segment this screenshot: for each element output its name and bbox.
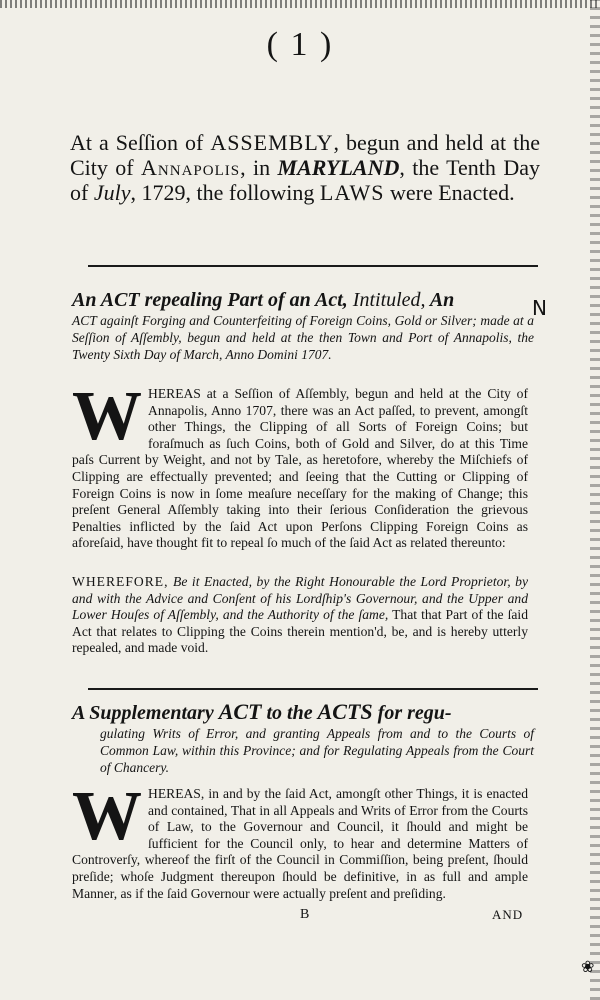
ink-blot-icon: ❀ (581, 957, 595, 976)
act1-wherefore: WHEREFORE, (72, 574, 169, 589)
act1-lead-act: ACT (100, 289, 140, 311)
title-text-1: At a Seſſion of (70, 130, 211, 155)
title-laws: LAWS (319, 180, 385, 205)
act2-lead-act: ACT (218, 699, 262, 724)
title-text-4: , the Tenth Day of (70, 155, 540, 205)
margin-annotation: N (532, 296, 547, 320)
title-assembly: ASSEMBLY (210, 130, 334, 155)
signature-mark: B (300, 907, 310, 922)
act2-lead-a: A Supplementary (72, 702, 219, 724)
title-maryland: MARYLAND (277, 155, 400, 180)
act1-enact-roman: That that Part of the ſaid Act that relates to Clipping the Coins therein mention'd, be, and is hereby utterly repealed, and made void. (72, 607, 528, 656)
act2-preamble (72, 778, 528, 902)
act2-lead-to: to the (261, 702, 318, 724)
act1-heading-continuation: ACT againſt Forging and Counterfeiting of Foreign Coins, Gold or Silver; made at a Seſſion of Aſſembly, begun and held at the then Town and Port of Annapolis, the Twenty Sixth Day of March, Anno Domini 1707. (72, 313, 534, 362)
act1-preamble (72, 378, 528, 552)
title-text-2: , begun and held at the City of (70, 130, 540, 180)
page-right-edge (590, 0, 600, 1000)
act2-lead-acts: ACTS (317, 699, 373, 724)
act1-enact-italic: Be it Enacted, by the Right Honourable the Lord Proprietor, by and with the Advice and Conſent of his Lordſhip's Governour, and the Upper and Lower Houſes of Aſſembly, and the Authority of the ſame, (72, 574, 528, 623)
act1-lead-an: An (72, 289, 101, 311)
title-text-3: , in (240, 155, 278, 180)
page-top-edge (0, 0, 600, 8)
act2-dropcap: W (72, 778, 142, 855)
title-annapolis: Annapolis (141, 155, 241, 180)
act2-lead-for: for regu- (372, 702, 452, 724)
session-title (70, 130, 540, 205)
catchword: AND (492, 907, 524, 922)
act1-lead-rest: repealing Part of an Act, (139, 289, 353, 311)
act1-whereas-text: HEREAS at a Seſſion of Aſſembly, begun and held at the City of Annapolis, Anno 1707, there was an Act paſſed, to prevent, amongſt other Things, the Clipping of all Sorts of Foreign Coins; but foraſmuch as ſuch Coins, both of Gold and Silver, do at this Time paſs Current by Weight, and not by Tale, as heretofore, whereby the Miſchiefs of Clipping are effectually prevented; and ſeeing that the Cutting or Clipping of Foreign Coins is now in ſome meaſure neceſſary for the making of Change; this preſent General Aſſembly taking into their ſerious Conſideration the grievous Penalties inflicted by the ſaid Act upon Perſons Clipping Foreign Coins as aforeſaid, have thought fit to repeal ſo much of the ſaid Act as related thereunto: (72, 386, 528, 551)
act2-heading (72, 700, 534, 776)
divider-rule-1 (88, 265, 538, 267)
act1-heading (72, 288, 534, 363)
title-text-5: , 1729, the following (130, 180, 320, 205)
act1-lead-an2: An (425, 289, 455, 311)
title-july: July (93, 180, 131, 205)
act2-heading-continuation: gulating Writs of Error, and granting Appeals from and to the Courts of Common Law, within this Province; and for Regulating Appeals from the Court of Chancery. (100, 726, 534, 775)
act1-intituled: Intituled, (352, 289, 426, 311)
divider-rule-2 (88, 688, 538, 690)
act1-enacting-clause (72, 574, 528, 657)
act1-dropcap: W (72, 378, 142, 455)
act2-whereas-text: HEREAS, in and by the ſaid Act, amongſt other Things, it is enacted and contained, That in all Appeals and Writs of Error from the Courts of Law, to the Governour and Council, it ſhould and might be ſufficient for the Council only, to hear and determine Matters of Controverſy, whereof the firſt of the Council in Commiſſion, being preſent, ſhould preſide; whoſe Judgment thereupon ſhould be definitive, in as full and ample Manner, as if the ſaid Governour were actually preſent and preſiding. (72, 786, 528, 901)
title-text-6: were Enacted. (384, 180, 515, 205)
page-number: ( 1 ) (266, 26, 334, 63)
